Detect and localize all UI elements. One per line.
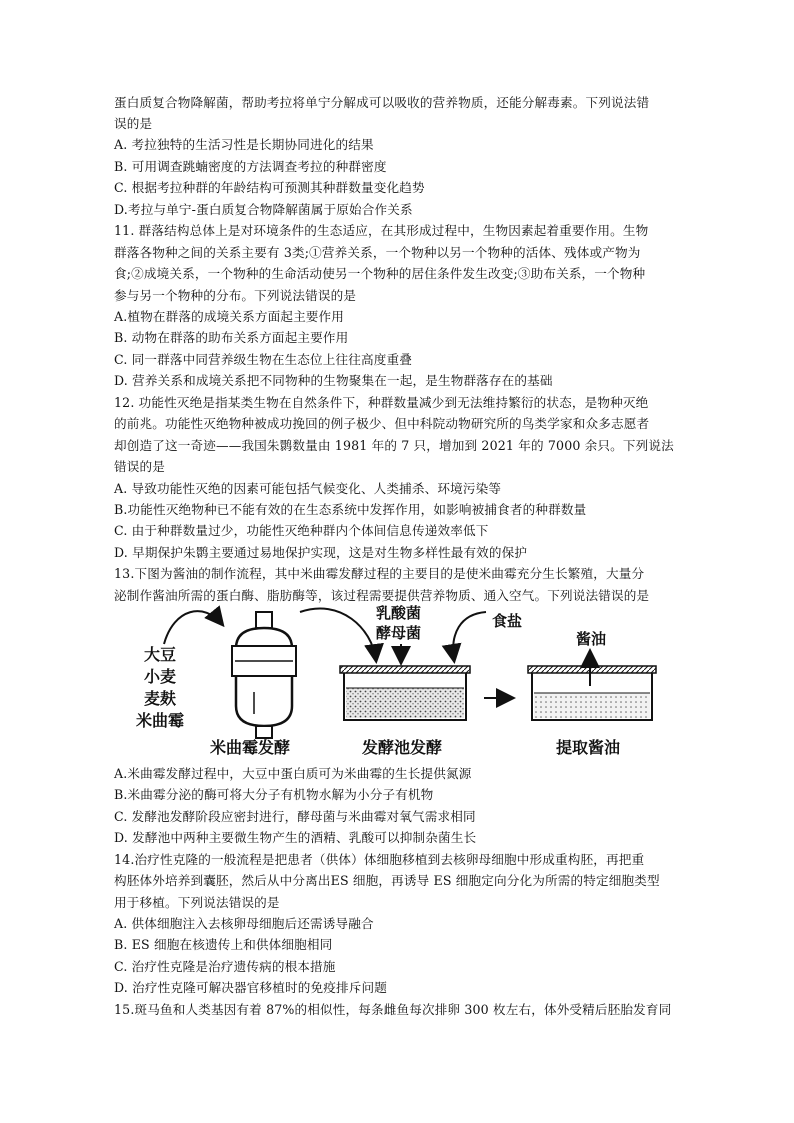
- question-15-text: 15.斑马鱼和人类基因有着 87%的相似性，每条雌鱼每次排卵 300 枚左右，体外受精后胚胎发育同: [114, 1002, 672, 1017]
- stage-label: 米曲霉发酵: [210, 738, 291, 757]
- microbe-label: 乳酸菌: [376, 604, 422, 622]
- question-12-text: 错误的是: [114, 459, 165, 474]
- stage-label: 发酵池发酵: [362, 738, 443, 757]
- raw-material-label: 米曲霉: [136, 711, 185, 730]
- soy-sauce-label: 酱油: [576, 630, 607, 648]
- question-11-text: 食;②成境关系，一个物种的生命活动使另一个物种的居住条件发生改变;③助布关系，一个物种: [114, 266, 646, 281]
- question-12-text: 12. 功能性灭绝是指某类生物在自然条件下，种群数量减少到无法维持繁衍的状态，是物种灭绝: [114, 395, 649, 410]
- soy-sauce-process-figure: [114, 600, 694, 760]
- question-12-text: 却创造了这一奇迹——我国朱鹮数量由 1981 年的 7 只，增加到 2021 年的 7000 余只。下列说法: [114, 438, 674, 453]
- option-c: C. 同一群落中同营养级生物在生态位上往往高度重叠: [114, 352, 413, 367]
- option-a: A.植物在群落的成境关系方面起主要作用: [114, 309, 345, 324]
- option-a: A. 考拉独特的生活习性是长期协同进化的结果: [114, 137, 374, 152]
- option-a: A. 供体细胞注入去核卵母细胞后还需诱导融合: [114, 916, 374, 931]
- option-c: C. 由于种群数量过少，功能性灭绝种群内个体间信息传递效率低下: [114, 523, 489, 538]
- arrow-to-fermenter: [164, 611, 222, 644]
- fermentation-pond-icon: [340, 666, 470, 720]
- option-c: C. 根据考拉种群的年龄结构可预测其种群数量变化趋势: [114, 180, 425, 195]
- text-line: 误的是: [114, 116, 153, 131]
- option-d: D. 营养关系和成境关系把不同物种的生物聚集在一起，是生物群落存在的基础: [114, 373, 553, 388]
- question-12-text: 的前兆。功能性灭绝物种被成功挽回的例子极少、但中科院动物研究所的鸟类学家和众多志愿者: [114, 416, 650, 431]
- option-d: D.考拉与单宁-蛋白质复合物降解菌属于原始合作关系: [114, 202, 413, 217]
- option-c: C. 治疗性克隆是治疗遗传病的根本措施: [114, 959, 336, 974]
- question-11-text: 群落各物种之间的关系主要有 3类;①营养关系，一个物种以另一个物种的活体、残体或产物为: [114, 245, 641, 260]
- option-b: B. 可用调查跳蝻密度的方法调查考拉的种群密度: [114, 159, 387, 174]
- question-14-text: 14.治疗性克隆的一般流程是把患者（供体）体细胞移植到去核卵母细胞中形成重构胚，再把重: [114, 852, 645, 867]
- option-d: D. 治疗性克隆可解决器官移植时的免疫排斥问题: [114, 980, 387, 995]
- option-a: A. 导致功能性灭绝的因素可能包括气候变化、人类捕杀、环境污染等: [114, 481, 502, 496]
- fermenter-icon: [232, 612, 296, 738]
- arrow-salt: [453, 612, 486, 660]
- option-b: B.功能性灭绝物种已不能有效的在生态系统中发挥作用，如影响被捕食者的种群数量: [114, 502, 587, 517]
- option-c: C. 发酵池发酵阶段应密封进行，酵母菌与米曲霉对氧气需求相同: [114, 809, 476, 824]
- question-14-text: 构胚体外培养到囊胚，然后从中分离出ES 细胞，再诱导 ES 细胞定向分化为所需的特定细胞类型: [114, 873, 660, 888]
- question-14-text: 用于移植。下列说法错误的是: [114, 895, 280, 910]
- raw-material-label: 大豆: [144, 645, 177, 664]
- arrow-to-pond: [300, 608, 376, 660]
- raw-material-label: 小麦: [144, 667, 177, 686]
- question-11-text: 参与另一个物种的分布。下列说法错误的是: [114, 288, 357, 303]
- text-line: 蛋白质复合物降解菌，帮助考拉将单宁分解成可以吸收的营养物质，还能分解毒素。下列说法错: [114, 95, 650, 110]
- salt-label: 食盐: [492, 612, 523, 630]
- option-d: D. 早期保护朱鹮主要通过易地保护实现，这是对生物多样性最有效的保护: [114, 545, 528, 560]
- microbe-label: 酵母菌: [376, 624, 422, 642]
- question-13-text: 泌制作酱油所需的蛋白酶、脂肪酶等，该过程需要提供营养物质、通入空气。下列说法错误的是: [114, 588, 650, 603]
- option-b: B. ES 细胞在核遗传上和供体细胞相同: [114, 937, 333, 952]
- option-b: B.米曲霉分泌的酶可将大分子有机物水解为小分子有机物: [114, 787, 434, 802]
- stage-label: 提取酱油: [556, 738, 621, 757]
- option-a: A.米曲霉发酵过程中，大豆中蛋白质可为米曲霉的生长提供氮源: [114, 766, 472, 781]
- question-11-text: 11. 群落结构总体上是对环境条件的生态适应，在其形成过程中，生物因素起着重要作用。生物: [114, 223, 649, 238]
- question-13-text: 13.下图为酱油的制作流程，其中米曲霉发酵过程的主要目的是使米曲霉充分生长繁殖，大量分: [114, 566, 645, 581]
- raw-material-label: 麦麸: [144, 689, 177, 708]
- option-b: B. 动物在群落的助布关系方面起主要作用: [114, 330, 349, 345]
- extraction-vessel-icon: [528, 652, 656, 720]
- option-d: D. 发酵池中两种主要微生物产生的酒精、乳酸可以抑制杂菌生长: [114, 830, 477, 845]
